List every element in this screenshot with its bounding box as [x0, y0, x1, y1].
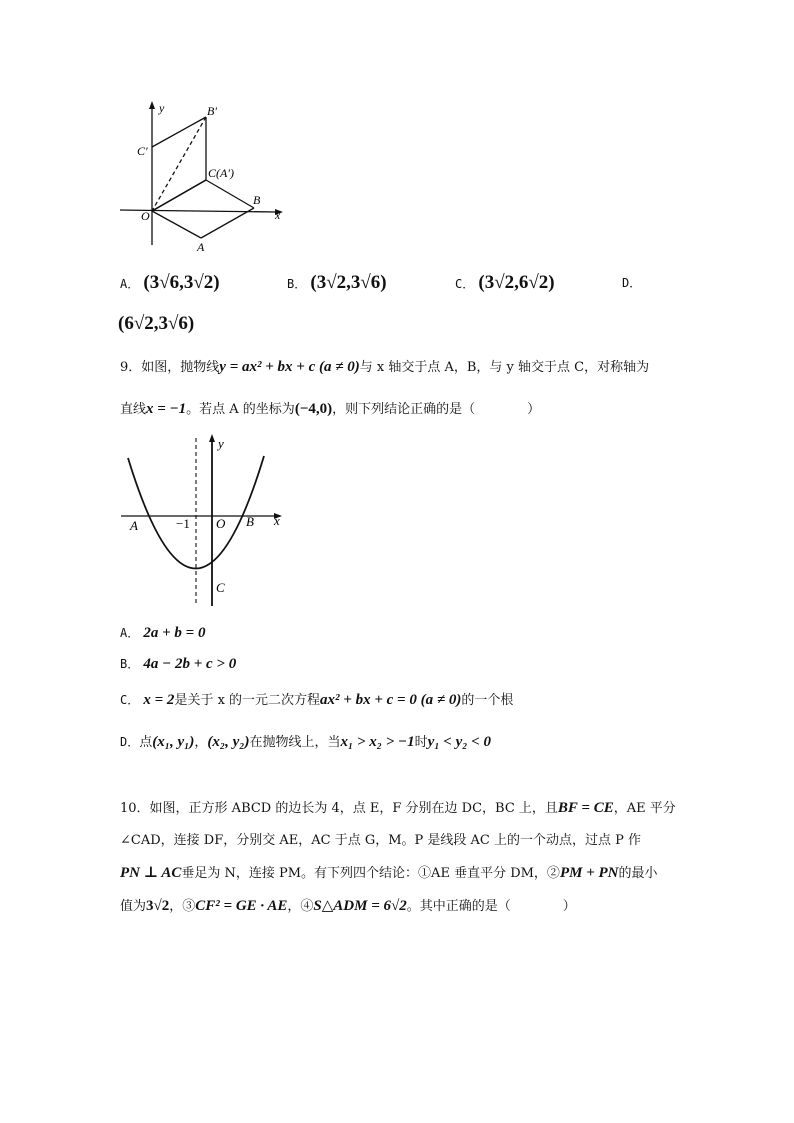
- q9-stem-line2: 直线x = −1。若点 A 的坐标为(−4,0)，则下列结论正确的是（ ）: [120, 401, 541, 417]
- fig8-label-cprime: C′: [137, 144, 148, 158]
- q8-figure: [115, 95, 295, 260]
- fig8-label-a: A: [197, 240, 205, 254]
- q10-line4: 值为3√2，③CF² = GE · AE，④S△ADM = 6√2。其中正确的是（ ）: [120, 898, 576, 914]
- q8-option-b: B． (3√2,3√6): [287, 272, 387, 293]
- q9-stem-line1: 9．如图，抛物线y = ax² + bx + c (a ≠ 0)与 x 轴交于点 A，B，与 y 轴交于点 C，对称轴为: [120, 359, 650, 375]
- q8-option-d-letter: D．: [622, 276, 642, 290]
- q10-line2: ∠CAD，连接 DF，分别交 AE，AC 于点 G，M。P 是线段 AC 上的一个动点，过点 P 作: [120, 833, 642, 848]
- q9-option-a: A． 2a + b = 0: [120, 625, 206, 641]
- q9-label-o: O: [216, 516, 226, 531]
- fig8-label-bprime: B′: [207, 104, 217, 118]
- q8-option-c: C． (3√2,6√2): [455, 272, 555, 293]
- q9-label-c: C: [216, 580, 225, 595]
- q9-label-b: B: [246, 514, 254, 529]
- q9-option-b: B． 4a − 2b + c > 0: [120, 656, 237, 672]
- fig8-label-o: O: [141, 209, 150, 223]
- q9-label-neg1: −1: [176, 516, 190, 531]
- q9-option-c: C． x = 2是关于 x 的一元二次方程ax² + bx + c = 0 (a ≠ 0)的一个根: [120, 692, 514, 708]
- q9-label-y: y: [218, 436, 224, 451]
- fig8-label-b: B: [253, 193, 261, 207]
- q10-line3: PN ⊥ AC垂足为 N，连接 PM。有下列四个结论：①AE 垂直平分 DM，②PM + PN的最小: [120, 865, 658, 881]
- q8-option-d-value: (6√2,3√6): [118, 313, 195, 334]
- q9-label-a: A: [130, 518, 138, 533]
- fig8-label-y: y: [159, 101, 165, 115]
- q9-label-x: x: [274, 513, 280, 528]
- fig8-label-c-aprime: C(A′): [208, 166, 234, 180]
- fig8-label-x: x: [275, 208, 281, 222]
- q8-option-a: A． (3√6,3√2): [120, 272, 220, 293]
- q9-graph: [118, 430, 288, 610]
- q9-option-d: D．点(x₁, y₁)，(x₂, y₂)在抛物线上，当x₁ > x₂ > −1时y₁ < y₂ < 0: [120, 734, 492, 750]
- q10-line1: 10．如图，正方形 ABCD 的边长为 4，点 E，F 分别在边 DC，BC 上，且BF = CE，AE 平分: [120, 800, 676, 816]
